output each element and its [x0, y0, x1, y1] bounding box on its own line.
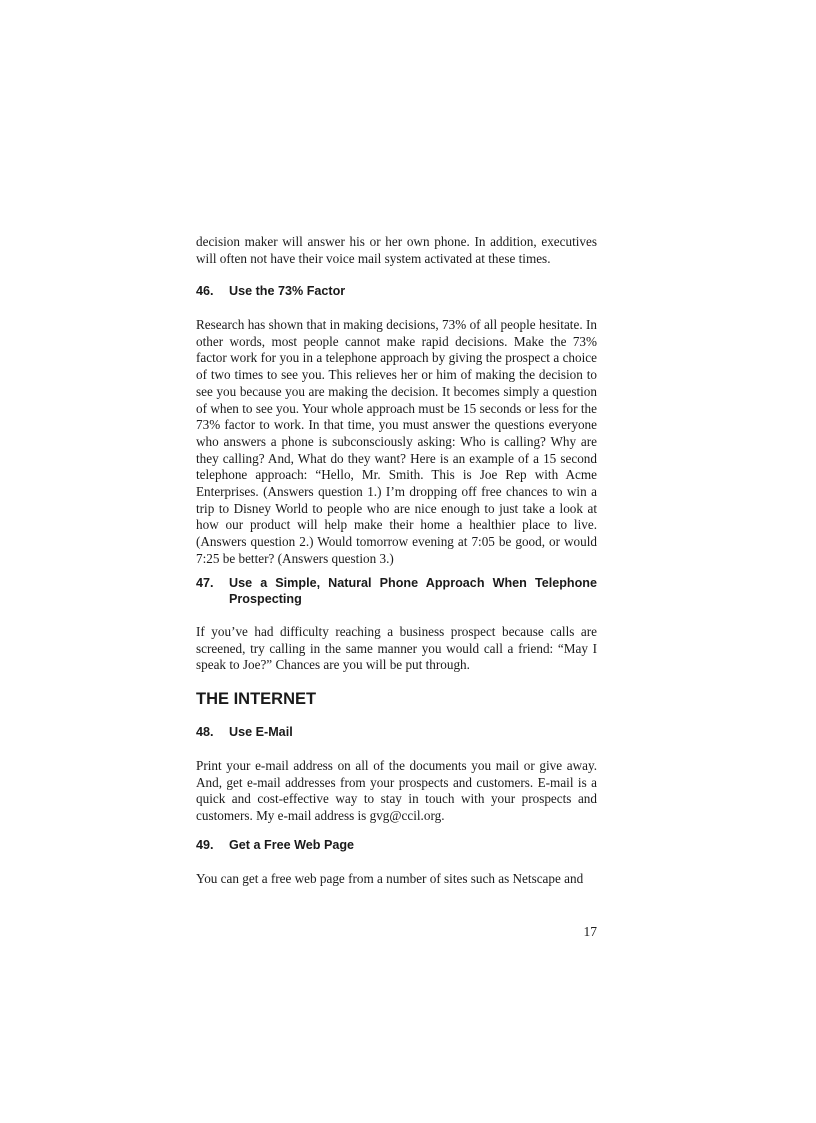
section-title: Use the 73% Factor: [229, 284, 346, 298]
section-number: 46.: [196, 284, 214, 298]
section-title: Use E-Mail: [229, 725, 293, 739]
section-heading-47: [196, 576, 597, 607]
section-number: 47.: [196, 576, 214, 590]
section-heading-48: [196, 725, 597, 741]
section-title: Use a Simple, Natural Phone Approach When Telephone Prospecting: [229, 576, 597, 606]
section-48-paragraph: Print your e-mail address on all of the documents you mail or give away. And, get e-mail addresses from your prospects and customers. E-mail is a quick and cost-effective way to stay in touch with your prospects and customers. My e-mail address is gvg@ccil.org.: [196, 758, 597, 824]
section-47-paragraph: If you’ve had difficulty reaching a business prospect because calls are screened, try calling in the same manner you would call a friend: “May I speak to Joe?” Chances are you will be put through.: [196, 624, 597, 673]
page-number: 17: [583, 924, 597, 939]
section-number: 48.: [196, 725, 214, 739]
section-46-paragraph: Research has shown that in making decisions, 73% of all people hesitate. In other words, most people cannot make rapid decisions. Make the 73% factor work for you in a telephone approach by giving the prospect a choice of two times to see you. This relieves her or him of making the decision to see you because you are making the decision. It becomes simply a question of when to see you. Your whole approach must be 15 seconds or less for the 73% factor to work. In that time, you must answer the questions everyone who answers a phone is subconsciously asking: Who is calling? Why are they calling? And, What do they want? Here is an example of a 15 second telephone approach: “Hello, Mr. Smith. This is Joe Rep with Acme Enterprises. (Answers question 1.) I’m dropping off free chances to win a trip to Disney World to people who are nice enough to just take a look at how our product will help make their home a healthier place to live. (Answers question 2.) Would tomorrow evening at 7:05 be good, or would 7:25 be better? (Answers question 3.): [196, 317, 597, 566]
section-number: 49.: [196, 838, 214, 852]
section-heading-49: [196, 838, 597, 854]
chapter-heading: THE INTERNET: [196, 690, 317, 708]
section-heading-46: [196, 284, 597, 300]
section-title: Get a Free Web Page: [229, 838, 355, 852]
section-49-paragraph: You can get a free web page from a number of sites such as Netscape and: [196, 871, 584, 886]
intro-paragraph: decision maker will answer his or her own phone. In addition, executives will often not have their voice mail system activated at these times.: [196, 234, 597, 266]
